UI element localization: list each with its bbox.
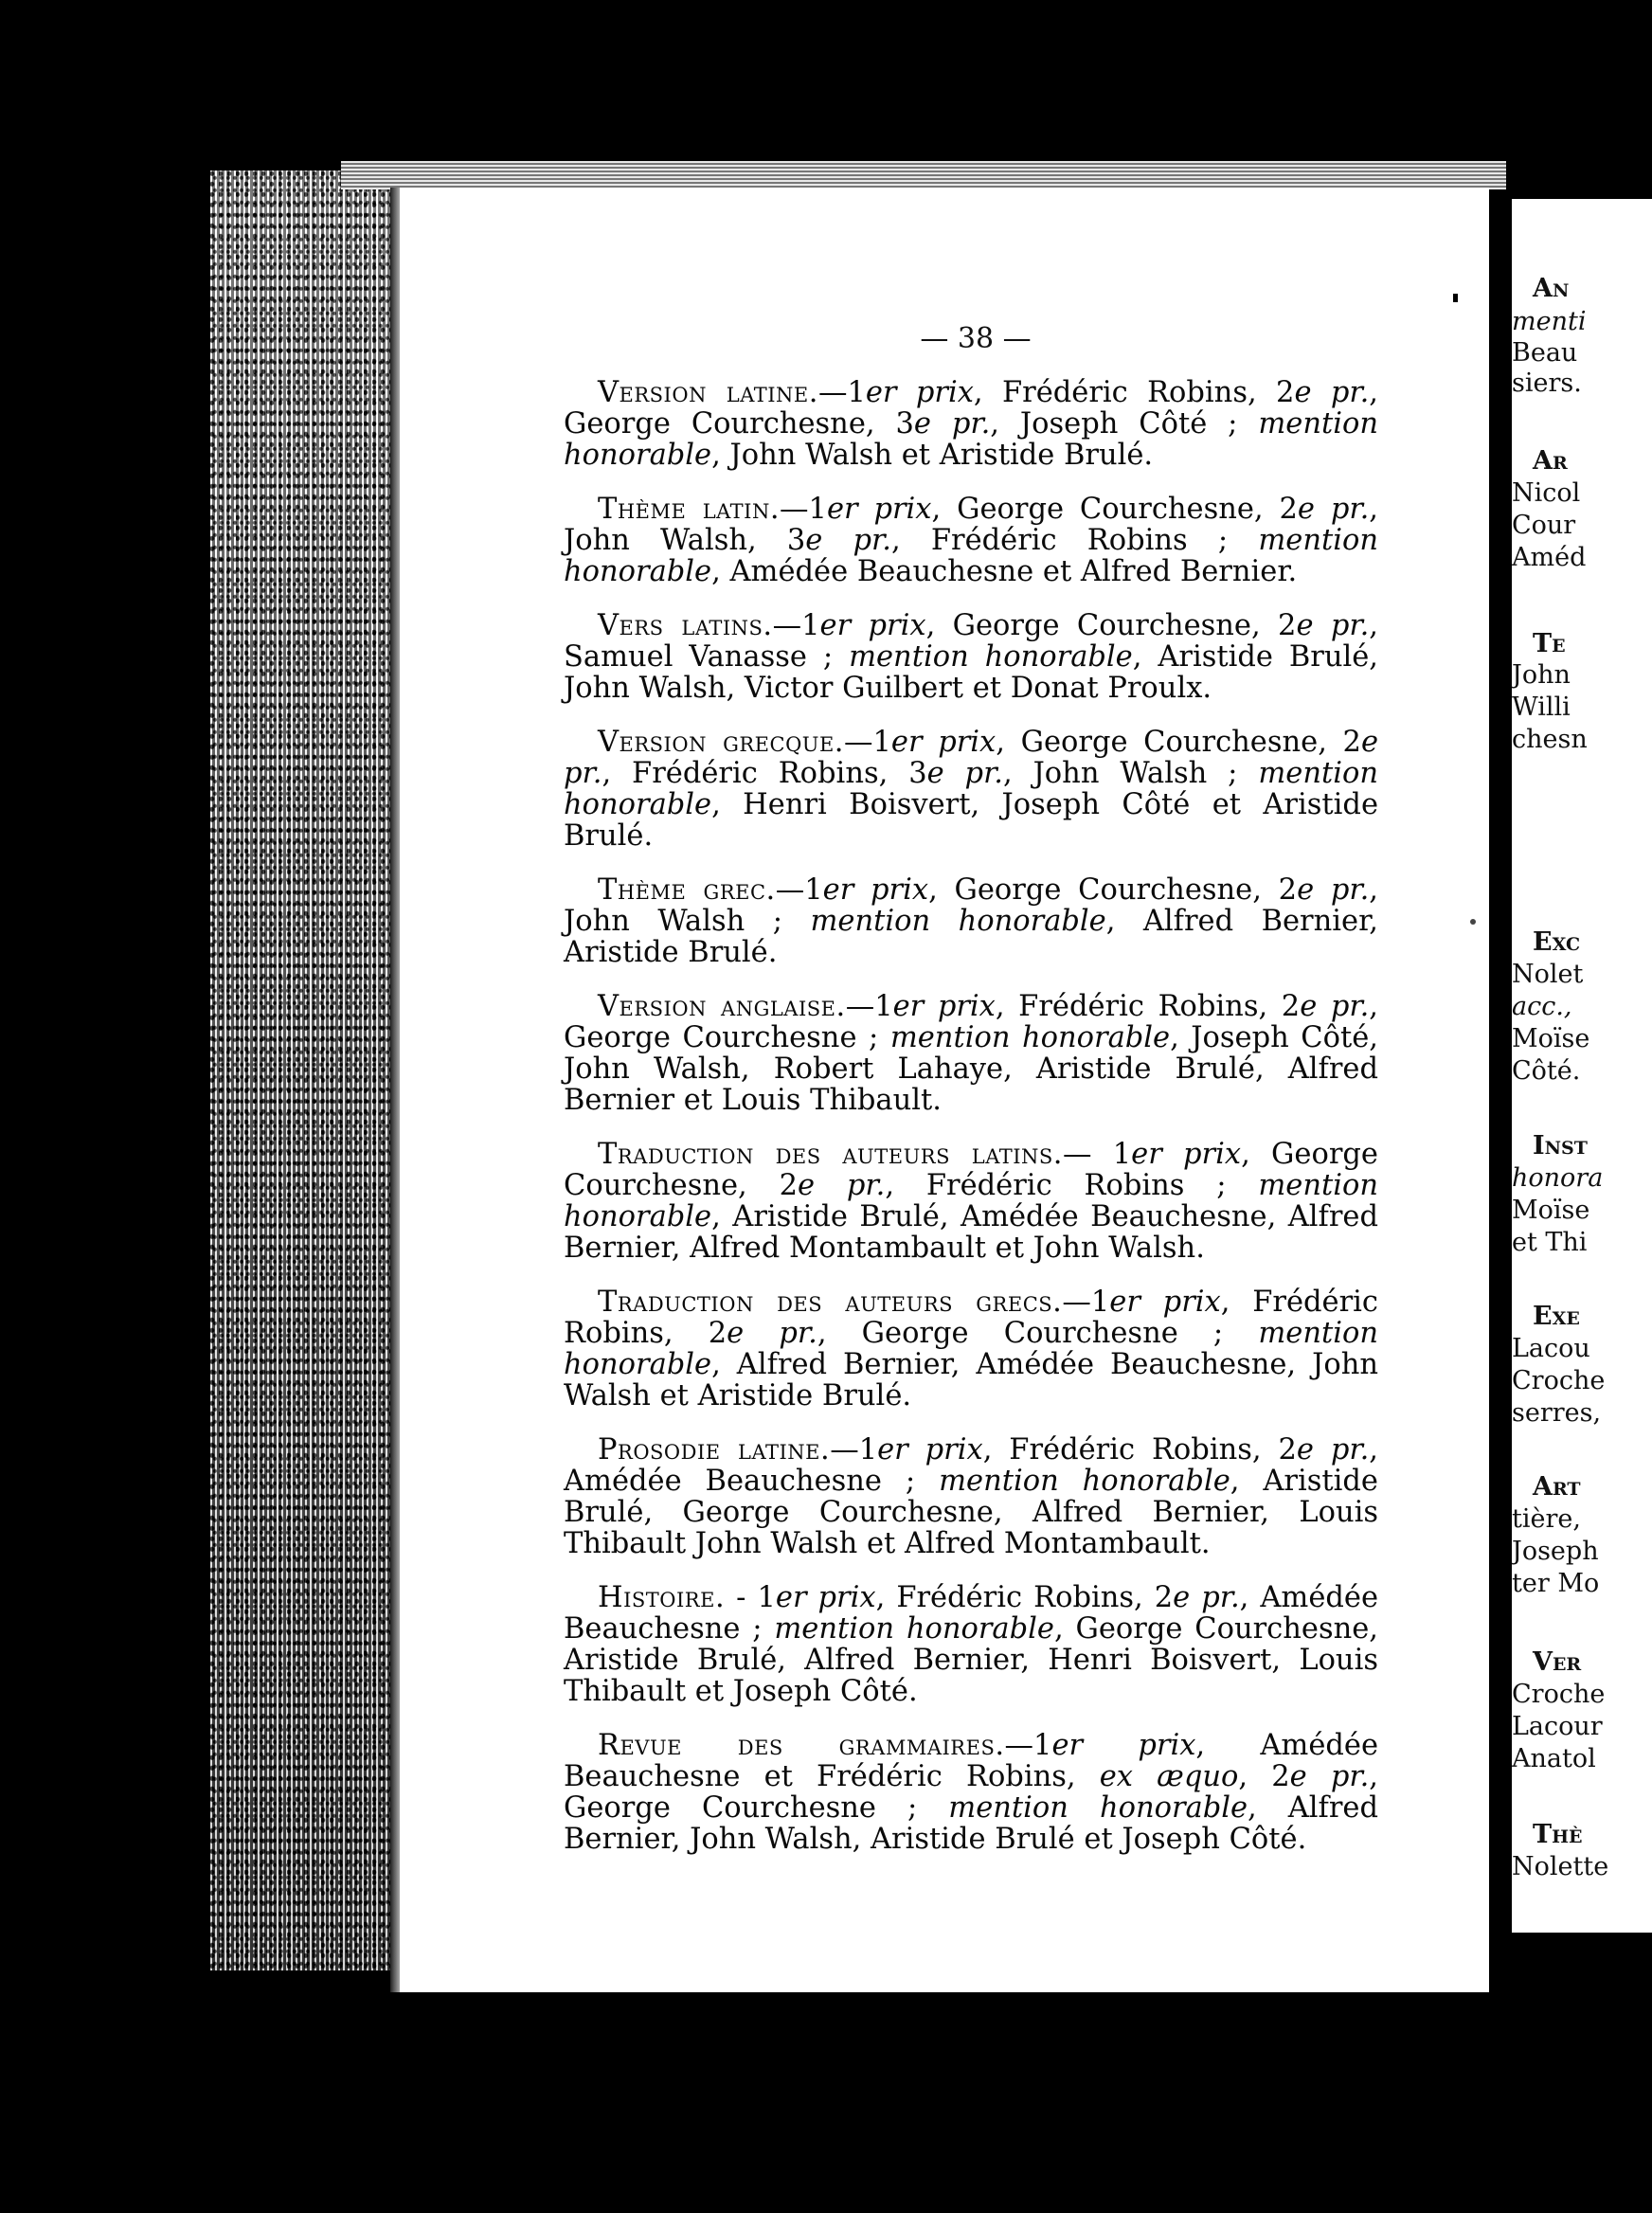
- subject-heading: Vers latins.: [598, 609, 773, 642]
- right-page-text-fragment: et Thi: [1512, 1228, 1588, 1257]
- text-run: , Joseph Côté ;: [990, 407, 1259, 441]
- text-run: - 1: [725, 1581, 776, 1614]
- text-run: , Aristide Brulé, Amédée Beauchesne, Alfred Bernier, Alfred Montambault et John Walsh.: [564, 1200, 1378, 1265]
- ink-speck: [1453, 294, 1458, 302]
- right-page-text-fragment: acc.,: [1512, 992, 1572, 1021]
- italic-text: er prix: [865, 376, 974, 409]
- text-run: , 2: [1238, 1760, 1290, 1793]
- text-run: , Amédée Beauchesne et Frédéric Robins,: [564, 1729, 1378, 1793]
- text-run: —1: [830, 1433, 878, 1466]
- prize-paragraph: [564, 991, 1378, 1116]
- text-run: , John Walsh ;: [564, 873, 1378, 938]
- italic-text: er prix: [819, 609, 926, 642]
- italic-text: er prix: [822, 873, 929, 907]
- italic-text: e pr.: [797, 1169, 886, 1202]
- italic-text: e pr.: [913, 407, 991, 441]
- right-page-text-fragment: Cour: [1512, 511, 1576, 540]
- text-run: , Frédéric Robins, 2: [973, 376, 1295, 409]
- subject-heading: Version latine.: [598, 376, 818, 409]
- right-page-text-fragment: honora: [1512, 1163, 1604, 1193]
- italic-text: mention honorable: [889, 1021, 1171, 1054]
- text-run: — 1: [1062, 1138, 1132, 1171]
- right-page-text-fragment: Améd: [1512, 543, 1587, 572]
- italic-text: mention honorable: [564, 524, 1378, 588]
- text-run: , Frédéric Robins, 2: [995, 990, 1301, 1023]
- text-run: , Frédéric Robins ;: [885, 1169, 1259, 1202]
- text-run: , Alfred Bernier, John Walsh, Aristide Brulé et Joseph Côté.: [564, 1791, 1378, 1856]
- text-run: , Amédée Beauchesne ;: [564, 1433, 1378, 1498]
- right-page-text-fragment: Art: [1533, 1472, 1581, 1502]
- italic-text: mention honorable: [774, 1612, 1054, 1646]
- text-run: —1: [1004, 1729, 1052, 1762]
- italic-text: e pr.: [1289, 1760, 1370, 1793]
- book-page-edges: [210, 171, 396, 1970]
- text-run: , George Courchesne, Aristide Brulé, Alfred Bernier, Henri Boisvert, Louis Thibault et Joseph Côté.: [564, 1612, 1378, 1708]
- page-gutter-shadow: [390, 188, 400, 1992]
- text-run: , Samuel Vanasse ;: [564, 609, 1378, 674]
- italic-text: er prix: [1131, 1138, 1242, 1171]
- text-run: , George Courchesne ;: [564, 1760, 1378, 1825]
- right-page-text-fragment: John: [1512, 660, 1571, 690]
- right-page-text-fragment: Croche: [1512, 1680, 1606, 1709]
- italic-text: e pr.: [1296, 1433, 1370, 1466]
- text-run: , Amédée Beauchesne ;: [564, 1581, 1378, 1646]
- text-run: , George Courchesne, 2: [564, 1138, 1378, 1202]
- page-number: — 38 —: [920, 322, 1032, 355]
- subject-heading: Thème latin.: [598, 493, 781, 526]
- right-page-text-fragment: Ar: [1533, 446, 1568, 476]
- right-page-text-fragment: Beau: [1512, 338, 1578, 368]
- text-run: —1: [772, 609, 820, 642]
- right-page-text-fragment: An: [1533, 274, 1570, 303]
- text-run: , Amédée Beauchesne et Alfred Bernier.: [711, 555, 1298, 588]
- right-page-text-fragment: Lacour: [1512, 1712, 1603, 1741]
- text-run: —1: [775, 873, 823, 907]
- text-run: , Frédéric Robins ;: [890, 524, 1259, 557]
- right-page-text-fragment: chesn: [1512, 725, 1588, 754]
- italic-text: mention honorable: [948, 1791, 1248, 1825]
- prize-paragraph: [564, 1139, 1378, 1264]
- text-run: , George Courchesne, 2: [928, 873, 1298, 907]
- right-page-text-fragment: ter Mo: [1512, 1569, 1600, 1598]
- text-run: , George Courchesne ;: [564, 990, 1378, 1054]
- right-page-text-fragment: Anatol: [1512, 1744, 1596, 1773]
- right-page-text-fragment: Inst: [1533, 1131, 1588, 1160]
- italic-text: e pr.: [1173, 1581, 1240, 1614]
- right-page-text-fragment: Moïse: [1512, 1196, 1590, 1225]
- right-page-text-fragment: Croche: [1512, 1366, 1606, 1395]
- text-run: , Alfred Bernier, Aristide Brulé.: [564, 905, 1378, 969]
- right-page-text-fragment: Moïse: [1512, 1024, 1590, 1053]
- italic-text: er prix: [826, 493, 932, 526]
- italic-text: e pr.: [1294, 376, 1370, 409]
- right-page-text-fragment: Lacou: [1512, 1334, 1590, 1363]
- text-run: —1: [780, 493, 827, 526]
- text-run: , George Courchesne, 2: [996, 726, 1361, 759]
- subject-heading: Traduction des auteurs latins.: [598, 1138, 1063, 1171]
- italic-text: e pr.: [1297, 873, 1370, 907]
- text-run: , John Walsh et Aristide Brulé.: [711, 439, 1154, 472]
- text-run: , George Courchesne, 3: [564, 376, 1378, 441]
- right-page-text-fragment: Nicol: [1512, 478, 1581, 508]
- right-page-text-fragment: Te: [1533, 629, 1566, 658]
- prize-list-body: [564, 377, 1378, 1878]
- prize-paragraph: [564, 1434, 1378, 1559]
- italic-text: mention honorable: [564, 1169, 1378, 1233]
- right-page-text-fragment: Nolet: [1512, 960, 1584, 989]
- subject-heading: Thème grec.: [598, 873, 776, 907]
- right-page-text-fragment: Nolette: [1512, 1852, 1609, 1881]
- prize-paragraph: [564, 1730, 1378, 1855]
- italic-text: er prix: [877, 1433, 983, 1466]
- text-run: , Joseph Côté, John Walsh, Robert Lahaye, Aristide Brulé, Alfred Bernier et Louis Thibault.: [564, 1021, 1378, 1117]
- italic-text: e pr.: [805, 524, 891, 557]
- text-run: , George Courchesne, 2: [925, 609, 1297, 642]
- prize-paragraph: [564, 1286, 1378, 1412]
- right-page-text-fragment: menti: [1512, 307, 1587, 336]
- text-run: , Frédéric Robins, 3: [602, 757, 927, 790]
- italic-text: mention honorable: [939, 1465, 1230, 1498]
- italic-text: er prix: [1109, 1286, 1221, 1319]
- right-page-text-fragment: Joseph: [1512, 1537, 1599, 1566]
- italic-text: er prix: [890, 726, 997, 759]
- prize-paragraph: [564, 377, 1378, 471]
- ink-speck: [1470, 919, 1476, 925]
- subject-heading: Revue des grammaires.: [598, 1729, 1005, 1762]
- subject-heading: Prosodie latine.: [598, 1433, 831, 1466]
- italic-text: e pr.: [1300, 990, 1370, 1023]
- book-top-edge: [341, 161, 1506, 189]
- italic-text: e pr.: [926, 757, 1003, 790]
- italic-text: mention honorable: [564, 1317, 1378, 1381]
- text-run: —1: [845, 990, 893, 1023]
- text-run: , John Walsh, 3: [564, 493, 1378, 557]
- italic-text: mention honorable: [564, 757, 1378, 821]
- text-run: , Frédéric Robins, 2: [564, 1286, 1378, 1350]
- text-run: , Frédéric Robins, 2: [875, 1581, 1174, 1614]
- prize-paragraph: [564, 610, 1378, 704]
- italic-text: e pr.: [727, 1317, 817, 1350]
- prize-paragraph: [564, 874, 1378, 968]
- right-book-page-fragment: [1512, 199, 1652, 1933]
- italic-text: mention honorable: [810, 905, 1106, 938]
- prize-paragraph: [564, 727, 1378, 852]
- text-run: —1: [817, 376, 866, 409]
- right-page-text-fragment: serres,: [1512, 1398, 1602, 1428]
- subject-heading: Version anglaise.: [598, 990, 846, 1023]
- right-page-text-fragment: Thè: [1533, 1820, 1583, 1849]
- right-page-text-fragment: Côté.: [1512, 1056, 1581, 1086]
- right-page-text-fragment: tière,: [1512, 1504, 1581, 1534]
- text-run: , Aristide Brulé, John Walsh, Victor Guilbert et Donat Proulx.: [564, 640, 1378, 705]
- right-page-text-fragment: siers.: [1512, 369, 1582, 398]
- italic-text: ex æquo: [1099, 1760, 1239, 1793]
- right-page-text-fragment: Exe: [1533, 1302, 1580, 1331]
- text-run: , Henri Boisvert, Joseph Côté et Aristide Brulé.: [564, 788, 1378, 853]
- text-run: —1: [1062, 1286, 1110, 1319]
- italic-text: er prix: [892, 990, 996, 1023]
- text-run: , Frédéric Robins, 2: [982, 1433, 1297, 1466]
- text-run: , Aristide Brulé, George Courchesne, Alfred Bernier, Louis Thibault John Walsh et Alfred Montambault.: [564, 1465, 1378, 1560]
- italic-text: er prix: [1051, 1729, 1196, 1762]
- italic-text: e pr.: [1297, 493, 1370, 526]
- italic-text: e pr.: [1296, 609, 1370, 642]
- text-run: , George Courchesne ;: [817, 1317, 1259, 1350]
- prize-paragraph: [564, 1582, 1378, 1707]
- right-page-text-fragment: Exc: [1533, 927, 1581, 957]
- text-run: , John Walsh ;: [1003, 757, 1259, 790]
- subject-heading: Traduction des auteurs grecs.: [598, 1286, 1063, 1319]
- subject-heading: Version grecque.: [598, 726, 845, 759]
- text-run: —1: [844, 726, 891, 759]
- right-page-text-fragment: Willi: [1512, 693, 1571, 722]
- italic-text: e pr.: [564, 726, 1378, 790]
- subject-heading: Histoire.: [598, 1581, 726, 1614]
- prize-paragraph: [564, 494, 1378, 587]
- italic-text: mention honorable: [849, 640, 1133, 674]
- italic-text: mention honorable: [564, 407, 1378, 472]
- text-run: , Alfred Bernier, Amédée Beauchesne, John Walsh et Aristide Brulé.: [564, 1348, 1378, 1412]
- text-run: , George Courchesne, 2: [931, 493, 1298, 526]
- right-page-text-fragment: Ver: [1533, 1647, 1582, 1677]
- italic-text: er prix: [775, 1581, 876, 1614]
